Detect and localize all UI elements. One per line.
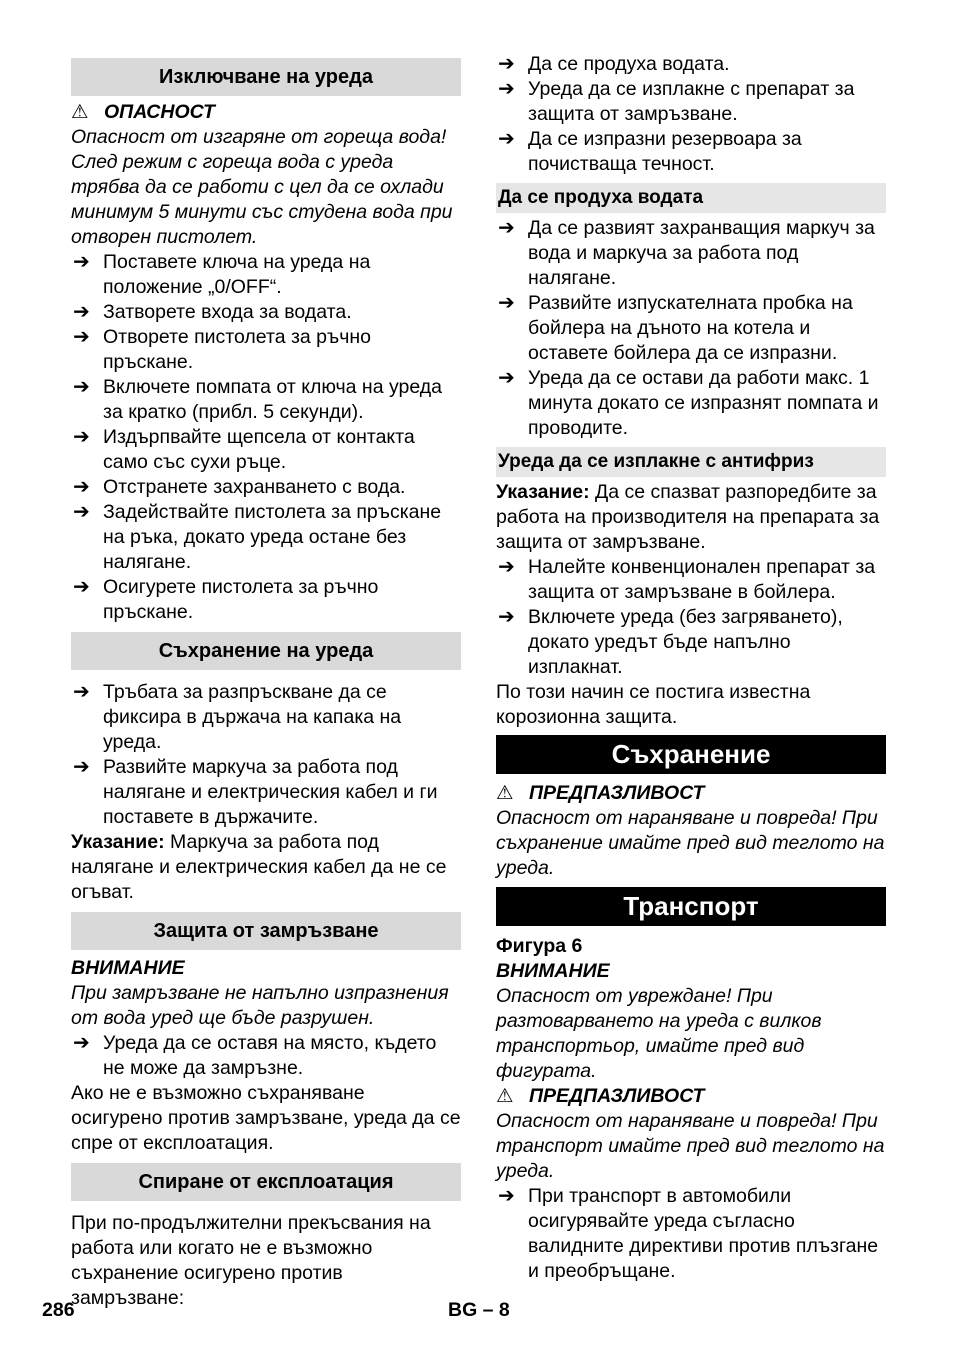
list-item: ➔ Затворете входа за водата.	[73, 301, 352, 323]
figure-reference: Фигура 6	[496, 935, 583, 957]
list-item: ➔ Да се развият захранващия маркуч за вода и маркуча за работа под налягане.	[498, 217, 875, 289]
attention-title: ВНИМАНИЕ	[496, 960, 610, 982]
list-item: ➔ Уреда да се изплакне с препарат за защита от замръзване.	[498, 78, 855, 125]
attention-title: ВНИМАНИЕ	[71, 957, 185, 979]
arrow-icon: ➔	[73, 756, 90, 778]
storage-note: Указание: Маркуча за работа под налягане и електрическия кабел да не се огъват.	[71, 831, 447, 903]
frost-text: Ако не е възможно съхраняване осигурено против замръзване, уреда да се спре от експлоатация.	[71, 1082, 461, 1154]
list-item: ➔ Отстранете захранването с вода.	[73, 476, 406, 498]
right-column	[496, 52, 886, 1284]
arrow-icon: ➔	[73, 501, 90, 523]
caution-text: Опасност от нараняване и повреда! При транспорт имайте пред вид теглото на уреда.	[496, 1110, 885, 1182]
list-item: ➔ Издърпвайте щепсела от контакта само със сухи ръце.	[73, 426, 415, 473]
heading-switch-off: Изключване на уреда	[71, 58, 461, 96]
heading-blow-out-water: Да се продуха водата	[496, 183, 886, 213]
attention-text: Опасност от увреждане! При разтоварването на уреда с вилков транспортьор, имайте пред вид фигурата.	[496, 985, 822, 1082]
section-label: BG – 8	[448, 1299, 510, 1321]
list-item: ➔ Включете уреда (без загряването), докато уредът бъде напълно изплакнат.	[498, 606, 843, 678]
list-item: ➔ Тръбата за разпръскване да се фиксира в държача на капака на уреда.	[73, 681, 402, 753]
attention-text: При замръзване не напълно изпразнения от вода уред ще бъде разрушен.	[71, 982, 449, 1029]
list-item: ➔ Развийте изпускателната пробка на бойлера на дъното на котела и оставете бойлера да се изпразни.	[498, 292, 853, 364]
list-item: ➔ При транспорт в автомобили осигурявайте уреда съгласно валидните директиви против плъзгане и преобръщане.	[498, 1185, 879, 1282]
arrow-icon: ➔	[73, 576, 90, 598]
list-item: ➔ Да се продуха водата.	[498, 53, 730, 75]
arrow-icon: ➔	[498, 556, 515, 578]
list-item: ➔ Да се изпразни резервоара за почистваща течност.	[498, 128, 802, 175]
arrow-icon: ➔	[498, 606, 515, 628]
warning-icon: ⚠	[496, 1085, 514, 1107]
list-item: ➔ Отворете пистолета за ръчно пръскане.	[73, 326, 371, 373]
arrow-icon: ➔	[73, 251, 90, 273]
arrow-icon: ➔	[498, 217, 515, 239]
arrow-icon: ➔	[73, 681, 90, 703]
warning-icon: ⚠	[71, 101, 89, 123]
caution-title: ⚠ ПРЕДПАЗЛИВОСТ	[496, 1085, 705, 1107]
danger-text: Опасност от изгаряне от гореща вода! След режим с гореща вода с уреда трябва да се работи с цел да се охлади минимум 5 минути със студена вода при отворен пистолет.	[71, 126, 453, 248]
heading-transport: Транспорт	[496, 887, 886, 926]
arrow-icon: ➔	[73, 326, 90, 348]
arrow-icon: ➔	[498, 78, 515, 100]
arrow-icon: ➔	[73, 426, 90, 448]
arrow-icon: ➔	[73, 476, 90, 498]
heading-antifreeze-rinse: Уреда да се изплакне с антифриз	[496, 447, 886, 477]
arrow-icon: ➔	[73, 1032, 90, 1054]
list-item: ➔ Поставете ключа на уреда на положение „0/OFF“.	[73, 251, 371, 298]
switch-off-steps	[71, 250, 461, 625]
list-item: ➔ Уреда да се остави да работи макс. 1 минута докато се изпразнят помпата и проводите.	[498, 367, 879, 439]
shutdown-steps	[496, 52, 886, 177]
heading-storage: Съхранение	[496, 735, 886, 774]
caution-text: Опасност от нараняване и повреда! При съхранение имайте пред вид теглото на уреда.	[496, 807, 885, 879]
antifreeze-steps	[496, 555, 886, 680]
heading-storage-device: Съхранение на уреда	[71, 632, 461, 670]
list-item: ➔ Развийте маркуча за работа под налягане и електрическия кабел и ги поставете в държачите.	[73, 756, 438, 828]
frost-steps	[71, 1031, 461, 1081]
list-item: ➔ Задействайте пистолета за пръскане на ръка, докато уреда остане без налягане.	[73, 501, 442, 573]
antifreeze-text: По този начин се постига известна корозионна защита.	[496, 681, 811, 728]
list-item: ➔ Налейте конвенционален препарат за защита от замръзване в бойлера.	[498, 556, 876, 603]
heading-frost-protection: Защита от замръзване	[71, 912, 461, 950]
arrow-icon: ➔	[73, 376, 90, 398]
storage-device-steps	[71, 680, 461, 830]
blow-out-steps	[496, 216, 886, 441]
arrow-icon: ➔	[498, 367, 515, 389]
antifreeze-note: Указание: Да се спазват разпоредбите за работа на производителя на препарата за защита от замръзване.	[496, 481, 880, 553]
transport-steps	[496, 1184, 886, 1284]
danger-title: ⚠ ОПАСНОСТ	[71, 101, 215, 123]
arrow-icon: ➔	[498, 128, 515, 150]
arrow-icon: ➔	[73, 301, 90, 323]
warning-icon: ⚠	[496, 782, 514, 804]
arrow-icon: ➔	[498, 53, 515, 75]
page-number: 286	[42, 1299, 75, 1321]
list-item: ➔ Уреда да се оставя на място, където не може да замръзне.	[73, 1032, 437, 1079]
left-column	[71, 52, 461, 1311]
arrow-icon: ➔	[498, 292, 515, 314]
arrow-icon: ➔	[498, 1185, 515, 1207]
shutdown-text: При по-продължителни прекъсвания на работа или когато не е възможно съхранение осигурено против замръзване:	[71, 1212, 431, 1309]
caution-title: ⚠ ПРЕДПАЗЛИВОСТ	[496, 782, 705, 804]
list-item: ➔ Включете помпата от ключа на уреда за кратко (прибл. 5 секунди).	[73, 376, 442, 423]
list-item: ➔ Осигурете пистолета за ръчно пръскане.	[73, 576, 379, 623]
heading-shutdown: Спиране от експлоатация	[71, 1163, 461, 1201]
